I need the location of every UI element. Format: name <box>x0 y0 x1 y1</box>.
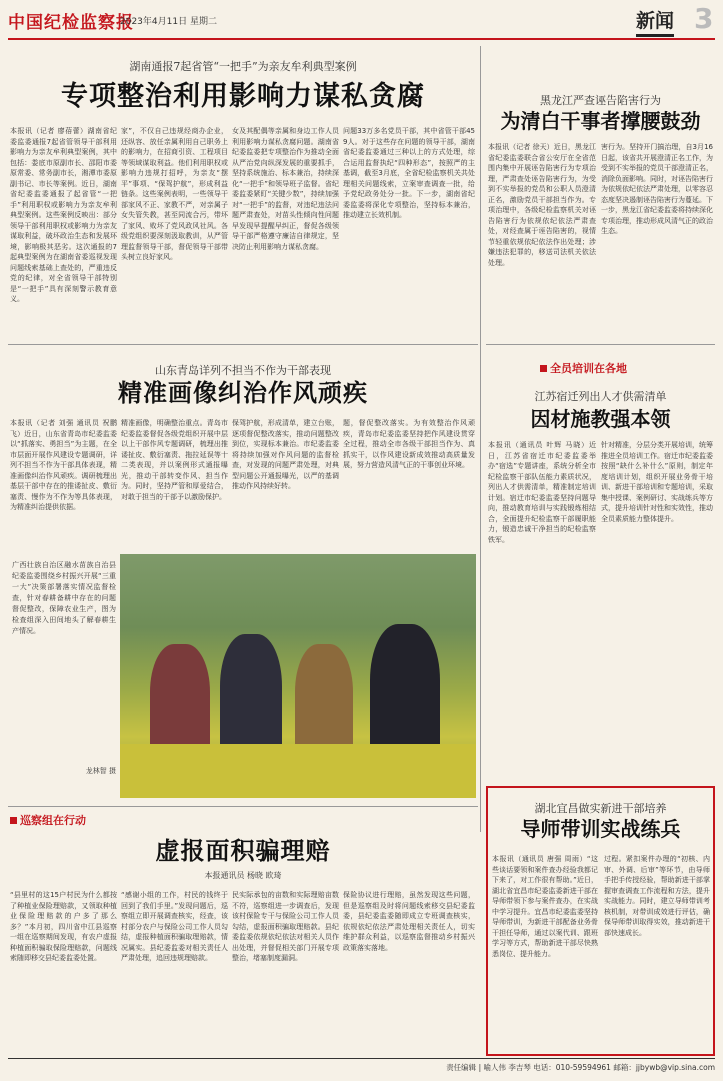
article1-title: 专项整治利用影响力谋私贪腐 <box>61 81 425 112</box>
article6-col4: 保险协议进行理赔，虽然发现这些问题，但是巡察组及时将问题线索移交县纪委监委，县纪委监委随即成立专班调查核实，依规依纪依法严肃处理相关责任人，切实维护群众利益，以巡察监督推动乡村振兴政策落实落地。 <box>343 891 475 952</box>
divider-1 <box>8 344 478 345</box>
article4-title: 因材施教强本领 <box>530 407 671 431</box>
article1-col1: 本报讯（记者 廖蓓蕾）湖南省纪委监委通报7起省管领导干部利用影响力为亲友牟利典型案例，其中包括：娄底市原副市长、邵阳市委原常委、常务副市长，湘潭市委原副书记、市长等案例。近日，湖南省纪委监委通报了起省管“一把手”利用职权或影响力为亲友牟利典型案例。这些案例反映出：部分领导干部利用职权或影响力为亲友谋取利益，破坏政治生态和发展环境，影响极其恶劣。这次通报的7起典型案例为在湖南省委巡视发现问题线索基础上查处的，严重违反党的纪律，对全省领导干部特别是“一把手”具有深刻警示教育意义。 <box>10 127 117 303</box>
article6-col1: “县里村的这15户村民为什么都按了种植业保险理赔款，又领取种植业保险理赔款的户多了那么多？”本月初，四川省中江县巡察一组在巡察期间发现，有农户虚报种植面积骗取保险理赔款，问题线索随即移交县纪委监委处置。 <box>10 891 117 962</box>
divider-3 <box>486 344 715 345</box>
photo-credit: 龙林智 摄 <box>85 767 116 775</box>
section-title: 新闻 <box>636 6 674 37</box>
news-photo <box>120 554 476 798</box>
article4-tag: 全员培训在各地 <box>540 360 627 376</box>
article3-col4: 题，督促整改落实。为有效整治作风顽疾，青岛市纪委监委坚持把作风建设贯穿全过程，推动全市各级干部担当作为、真抓实干，以作风建设新成效推动高质量发展，努力营造风清气正的干事创业环境。 <box>343 419 475 469</box>
article1-col3: 女及其配偶等亲属和身边工作人员利用影响力谋私贪腐问题。湖南省纪委监委把专项整治作为推动全面从严治党向纵深发展的重要抓手，坚持系统施治、标本兼治，持续深化“一把手”和领导班子监督。省纪委监委紧盯“关键少数”，持续加强对“一把手”的监督，对违纪违法问题严肃查处，对苗头性倾向性问题早发现早提醒早纠正，督促各级领导干部严格遵守廉洁自律规定，坚决防止利用影响力谋私贪腐。 <box>232 127 339 251</box>
column-divider <box>480 46 481 832</box>
issue-date: 2023年4月11日 星期二 <box>120 17 217 27</box>
article2-col2: 害行为。坚持开门搞治理，自3月16日起，该省共开展澄清正名工作，为受到不实举报的党员干部澄清正名，消除负面影响。同时，对诬告陷害行为依规依纪依法严肃处理，以零容忍态度坚决遏制诬告陷害行为蔓延。下一步，黑龙江省纪委监委将持续深化专项治理，推动形成风清气正的政治生态。 <box>601 143 713 235</box>
article2-title: 为清白干事者撑腰鼓劲 <box>500 109 701 133</box>
header-rule <box>8 38 715 40</box>
page-footer: 责任编辑 | 喻人伟 李吉琴 电话：010-59594961 邮箱：jjbywb@vip.sina.com <box>446 1063 715 1072</box>
masthead: 中国纪检监察报 <box>8 13 134 33</box>
page-number: 3 <box>694 2 714 35</box>
article3-title: 精准画像纠治作风顽疾 <box>118 378 368 407</box>
article6-col2: “感谢小组的工作，村民的钱终于回到了我们手里。”发现问题后，巡察组立即开展调查核实，经查，该村部分农户与保险公司工作人员勾结，虚报种植面积骗取理赔款，情况属实。县纪委监委对相关责任人严肃处理，追回违规理赔款。 <box>121 891 228 962</box>
article4-kicker: 江苏宿迁列出人才供需清单 <box>534 390 667 403</box>
featured-box <box>486 786 715 1056</box>
article5-kicker: 湖北宜昌做实新进干部培养 <box>534 802 667 815</box>
photo-person-4 <box>370 624 440 764</box>
photo-block <box>8 550 478 800</box>
tag-square-icon <box>540 365 547 372</box>
article3-col2: 精准画像，明确整治重点。青岛市纪委监委督促各级党组织开展中层以上干部作风专题调研，梳理出推诿扯皮、敷衍塞责、拖拉延误等十二类表现，并以案例形式通报曝光，推动干部转变作风、担当作为。同时，坚持严管和厚爱结合，对敢于担当的干部予以激励保护。 <box>121 419 228 501</box>
article3-kicker: 山东青岛详列不担当不作为干部表现 <box>155 364 331 377</box>
article1-col4: 问题33万多名党员干部，其中省管干部459人。对于这些存在问题的领导干部，湖南省纪委监委通过三种以上的方式处理，综合运用监督执纪“四种形态”，按照严的主基调，截至3月底，全省纪检监察机关共处理相关问题线索，立案审查调查一批，给予党纪政务处分一批。下一步，湖南省纪委监委将深化专项整治，坚持标本兼治，推动建立长效机制。 <box>343 127 475 219</box>
divider-2 <box>8 806 478 807</box>
article1-kicker: 湖南通报7起省管“一把手”为亲友牟利典型案例 <box>129 60 357 73</box>
article6-tag: 巡察组在行动 <box>10 812 86 828</box>
article6-title: 虚报面积骗理赔 <box>155 836 331 865</box>
article1-col2: 家”，不仅自己违规经商办企业，还纵容、放任亲属利用自己职务上的影响力，在招商引资、工程项目等领域谋取利益。他们利用职权或影响力违规打招呼，为亲友“摆平”事项、“保驾护航”，形成利益链条。这些案例表明，一些领导干部家风不正、家教不严，对亲属子女失管失教，甚至同流合污，带坏了家风、败坏了党风政风社风。各级党组织要深刻汲取教训，从严管理监督领导干部，督促领导干部带头树立良好家风。 <box>121 127 228 261</box>
article5-col2: 过程。紧扣案件办理的“初核、内审、外调、后审”等环节，由导师手把手传授经验，帮助新进干部掌握审查调查工作流程和方法，提升实战能力。同时，建立导师带训考核机制，对带训成效进行评估，确保导师带训取得实效，推动新进干部快速成长。 <box>604 855 710 937</box>
article2-kicker: 黑龙江严查诬告陷害行为 <box>540 94 661 107</box>
article4-col1: 本报讯（通讯员 叶辉 马晓）近日，江苏省宿迁市纪委监委举办“宿选”专题讲座，系统分析全市纪检监察干部队伍能力素质状况，列出人才供需清单，精准制定培训计划。宿迁市纪委监委坚持问题导向，推动教育培训与实践锻炼相结合，全面提升纪检监察干部履职能力，锻造忠诚干净担当的纪检监察铁军。 <box>488 441 596 544</box>
page-header <box>8 2 715 38</box>
article5-col1: 本报讯（通讯员 唐强 周雨）“这些谈话要领和案件查办经验我都记下来了，对工作很有帮助。”近日，湖北省宜昌市纪委监委新进干部在导师带领下参与案件查办，在实战中学习提升。宜昌市纪委监委坚持导师带训，为新进干部配备业务骨干担任导师，通过以案代训、跟班学习等方式，帮助新进干部尽快熟悉岗位、提升能力。 <box>492 855 598 958</box>
photo-caption: 广西壮族自治区融水苗族自治县纪委监委围绕乡村振兴开展“三重一大”决策部署落实情况监督检查，针对春耕备耕中存在的问题督促整改，保障农业生产，图为检查组深入田间地头了解春耕生产情况。 <box>12 561 116 635</box>
photo-field <box>120 744 476 798</box>
footer-rule <box>8 1058 715 1059</box>
article6-col3: 民实际承包的亩数和实际理赔亩数不符，巡察组进一步调查后，发现该村保险专干与保险公司工作人员勾结，虚报面积骗取理赔款。县纪委监委依规依纪依法对相关人员作出处理，并督促相关部门开展专项整治，堵塞制度漏洞。 <box>232 891 339 962</box>
article4-col2: 针对精准，分层分类开展培训，统筹推进全员培训工作。宿迁市纪委监委按照“缺什么补什么”原则，制定年度培训计划，组织开展业务骨干培训、新进干部培训和专题培训，采取集中授课、案例研讨、实战练兵等方式，提升培训针对性和实效性，推动全员素质能力整体提升。 <box>601 441 713 523</box>
tag-square-icon <box>10 817 17 824</box>
article5-title: 导师带训实战练兵 <box>520 817 681 841</box>
article6-byline: 本报通讯员 杨晓 欧琦 <box>204 871 282 880</box>
article2-col1: 本报讯（记者 徐天）近日，黑龙江省纪委监委联合省公安厅在全省范围内集中开展诬告陷害行为专项治理，严肃查处诬告陷害行为，为受到不实举报的党员和公职人员澄清正名，激励党员干部担当作为。专项治理中，各级纪检监察机关对诬告陷害行为依规依纪依法严肃查处，对经查属于诬告陷害的，视情节轻重依规依纪依法作出处理；涉嫌违法犯罪的，移送司法机关依法处理。 <box>488 143 596 267</box>
article3-col3: 保驾护航，形成清单，建立台账，逐项督促整改落实，推动问题整改到位，实现标本兼治。市纪委监委将持续加强对作风问题的监督检查，对发现的问题严肃处理，对典型问题公开通报曝光，以严的基调推动作风持续好转。 <box>232 419 339 490</box>
article3-col1: 本报讯（记者 刘强 通讯员 祝鹏飞）近日，山东省青岛市纪委监委以“抓落实、勇担当”为主题，在全市层面开展作风建设专题调研，详列不担当不作为干部具体表现，精准画像纠治作风顽疾。调研梳理出基层干部中存在的推诿扯皮、敷衍塞责、慢作为不作为等具体表现，为精准纠治提供依据。 <box>10 419 117 511</box>
